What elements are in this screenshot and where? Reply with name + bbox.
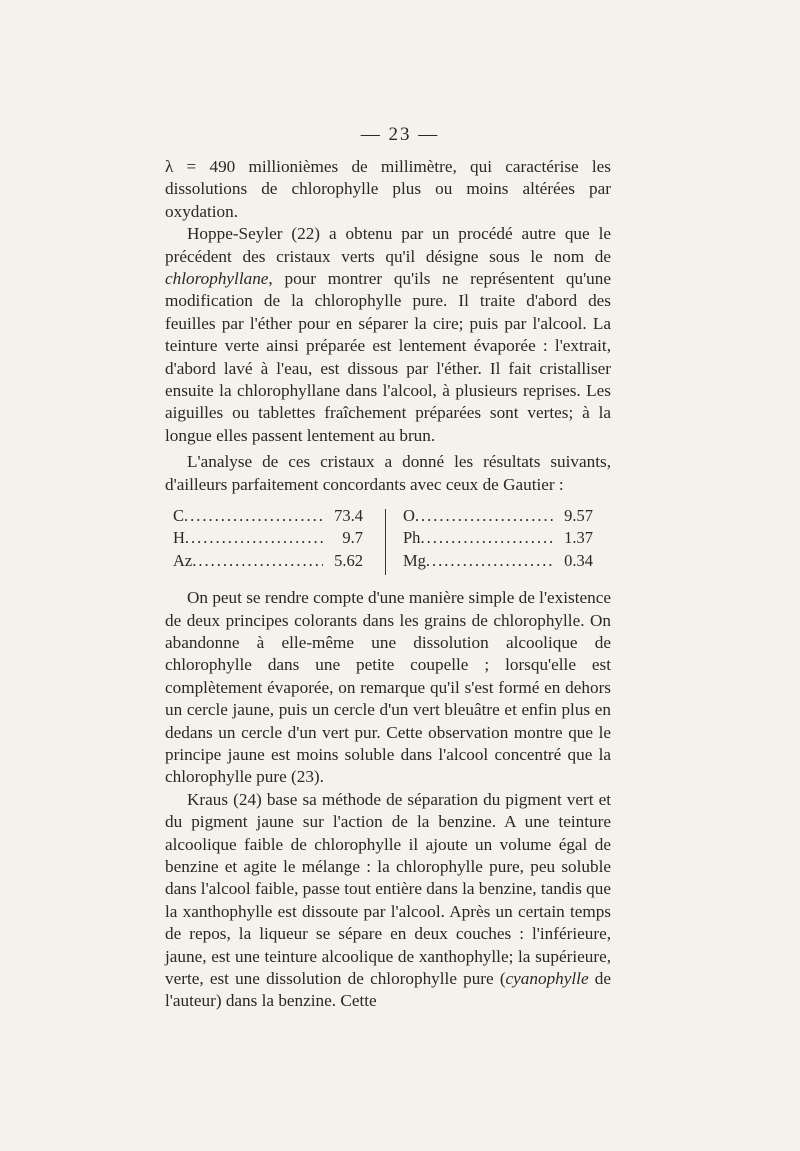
- element-symbol: Az: [173, 550, 193, 570]
- analysis-row: [403, 505, 593, 527]
- paragraph-two-pigments: On peut se rendre compte d'une manière simple de l'existence de deux principes colorants dans les grains de chlorophylle. On abandonne à elle-même une dissolution alcoolique de chlorophylle dans une petite coupelle ; lorsqu'elle est complètement évaporée, on remarque qu'il s'est formé en dehors un cercle jaune, puis un cercle d'un vert bleuâtre et enfin plus en dedans un cercle d'un vert pur. Cette observation montre que le principe jaune est moins soluble dans l'alcool concentré que la chlorophylle pure (23).: [165, 588, 611, 787]
- page-number: — 23 —: [360, 124, 440, 145]
- analysis-row: [403, 550, 593, 572]
- text-run: , pour montrer qu'ils ne représentent qu'une modification de la chlorophylle pure. Il traite d'abord des feuilles par l'éther pour en séparer la cire; puis par l'alcool. La teinture verte ainsi préparée est lentement évaporée : l'extrait, d'abord lavé à l'eau, est dissous par l'éther. Il fait cristalliser ensuite la chlorophyllane dans l'alcool, à plusieurs reprises. Les aiguilles ou tablettes fraîchement préparées sont vertes; à la longue elles passent lentement au brun.: [165, 269, 611, 445]
- analysis-column-right: [403, 505, 593, 572]
- column-divider: [385, 509, 386, 575]
- analysis-row: [403, 527, 593, 549]
- text-run: de l'auteur) dans la benzine. Cette: [165, 969, 611, 1011]
- italic-term: cyanophylle: [505, 969, 589, 988]
- element-symbol: H: [173, 528, 185, 548]
- analysis-column-left: [173, 505, 363, 572]
- italic-term: chlorophyllane: [165, 269, 269, 289]
- paragraph-kraus: [165, 789, 611, 1013]
- element-value: 9.7: [342, 528, 363, 548]
- paragraph-analysis-intro: L'analyse de ces cristaux a donné les résultats suivants, d'ailleurs parfaitement concordants avec ceux de Gautier :: [165, 452, 611, 494]
- element-symbol: C: [173, 506, 185, 526]
- paragraph-lambda: λ = 490 millionièmes de millimètre, qui caractérise les dissolutions de chlorophylle plus ou moins altérées par oxydation.: [165, 157, 611, 221]
- element-value: 73.4: [334, 506, 363, 526]
- element-value: 9.57: [564, 506, 593, 526]
- analysis-table: [165, 505, 611, 575]
- element-value: 0.34: [564, 550, 593, 570]
- analysis-row: [173, 550, 363, 572]
- element-value: 5.62: [334, 550, 363, 570]
- element-symbol: Mg: [403, 550, 426, 570]
- text-run: Hoppe-Seyler (22) a obtenu par un procédé autre que le précédent des cristaux verts qu'il désigne sous le nom de: [165, 224, 611, 266]
- element-symbol: O: [403, 506, 415, 526]
- element-value: 1.37: [564, 528, 593, 548]
- text-run: Kraus (24) base sa méthode de séparation du pigment vert et du pigment jaune sur l'action de la benzine. A une teinture alcoolique faible de chlorophylle il ajoute un volume égal de benzine et agite le mélange : la chlorophylle pure, peu soluble dans l'alcool faible, passe tout entière dans la benzine, tandis que la xanthophylle est dissoute par l'alcool. Après un certain temps de repos, la liqueur se sépare en deux couches : l'inférieure, jaune, est une teinture alcoolique de xanthophylle; la supérieure, verte, est une dissolution de chlorophylle pure (: [165, 789, 612, 988]
- analysis-row: [173, 527, 363, 549]
- analysis-row: [173, 505, 363, 527]
- paragraph-hoppe-seyler: [165, 223, 611, 447]
- body-text: [165, 156, 611, 1013]
- element-symbol: Ph: [403, 528, 421, 548]
